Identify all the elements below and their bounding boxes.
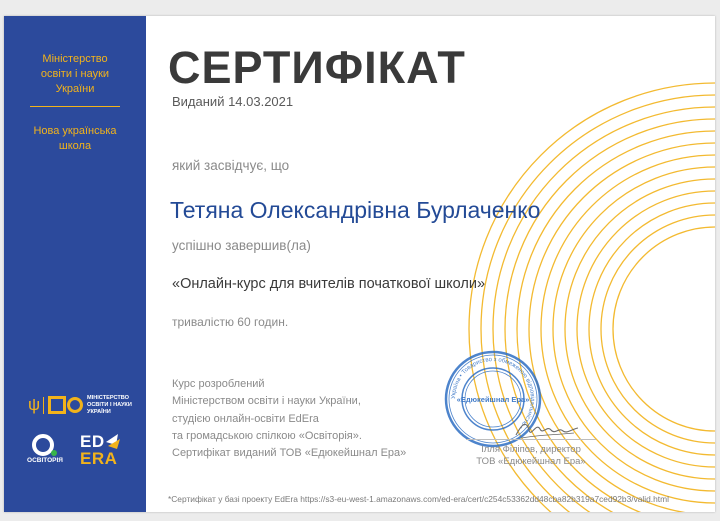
course-duration: тривалістю 60 годин. xyxy=(172,315,289,329)
stamp-ring-text: Україна • Товариство з обмеженою відповідальністю • xyxy=(450,356,536,430)
sidebar xyxy=(4,16,146,512)
mon-logo-text: МІНІСТЕРСТВО ОСВІТИ І НАУКИ УКРАЇНИ xyxy=(87,395,132,415)
certificate-sheet xyxy=(4,16,715,512)
confirms-text: який засвідчує, що xyxy=(172,158,290,173)
mon-mark-icon xyxy=(48,396,84,416)
osvitoria-icon xyxy=(30,433,60,457)
developer-line: студією онлайн-освіти EdEra xyxy=(172,412,319,425)
completed-text: успішно завершив(ла) xyxy=(172,238,311,253)
signature-line xyxy=(466,439,596,440)
issue-date: Виданий 14.03.2021 xyxy=(172,94,294,109)
recipient-name: Тетяна Олександрівна Бурлаченко xyxy=(170,197,541,223)
certificate-title: СЕРТИФІКАТ xyxy=(168,42,466,93)
signer-org: ТОВ «Едюкейшнал Ера» xyxy=(476,456,586,467)
developer-line: та громадською спілкою «Освіторія». xyxy=(172,429,362,442)
developer-block xyxy=(172,376,472,462)
partner-logos xyxy=(24,428,144,480)
verification-footnote: *Сертифікат у базі проекту EdEra https://s3-eu-west-1.amazonaws.com/ed-era/cert/c254c53362dd48cba82b319a7ced92b3/valid.html xyxy=(168,494,669,504)
signer-name: Ілля Філіпов, директор xyxy=(481,444,581,455)
edera-logo: ED ERA xyxy=(80,433,140,475)
edera-flag-icon xyxy=(104,432,122,452)
developer-line: Міністерством освіти і науки України, xyxy=(172,395,361,408)
stamp-center-text: «Едюкейшнал Ера» xyxy=(456,395,530,404)
course-title: «Онлайн-курс для вчителів початкової школи» xyxy=(172,276,486,292)
developer-line: Курс розроблений xyxy=(172,378,265,390)
sidebar-divider xyxy=(30,106,120,107)
nus-title: Нова українська школа xyxy=(33,125,117,152)
trident-icon: ψ xyxy=(28,395,41,414)
ministry-title: Міністерство освіти і науки України xyxy=(40,53,110,95)
developer-line: Сертифікат виданий ТОВ «Едюкейшнал Ера» xyxy=(172,447,407,460)
logo-divider xyxy=(43,397,44,414)
osvitoria-label: ОСВІТОРІЯ xyxy=(27,457,63,464)
mon-logo xyxy=(28,394,138,418)
